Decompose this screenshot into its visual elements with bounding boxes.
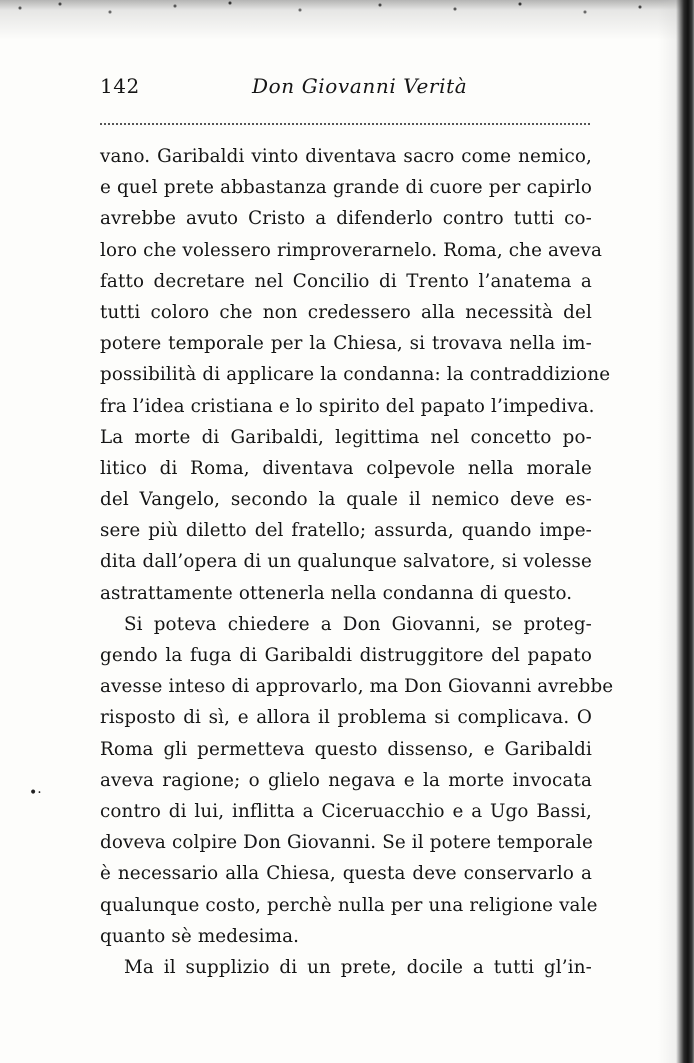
text-line: Ma il supplizio di un prete, docile a tutti gl’in- <box>124 956 592 978</box>
text-line: loro che volessero rimproverarnelo. Roma, che aveva <box>100 239 603 261</box>
header-rule <box>100 123 590 125</box>
text-line: vano. Garibaldi vinto diventava sacro come nemico, <box>100 146 592 167</box>
text-line: avrebbe avuto Cristo a difenderlo contro tutti co- <box>100 208 592 230</box>
text-line: fatto decretare nel Concilio di Trento l’anatema a <box>100 270 592 292</box>
running-header <box>100 70 592 106</box>
text-line: contro di lui, inflitta a Ciceruacchio e a Ugo Bassi, <box>100 800 592 822</box>
text-line: Si poteva chiedere a Don Giovanni, se proteg- <box>124 613 592 635</box>
text-line: doveva colpire Don Giovanni. Se il potere temporale <box>100 832 593 854</box>
text-line: potere temporale per la Chiesa, si trovava nella im- <box>100 333 592 355</box>
text-line: litico di Roma, diventava colpevole nella morale <box>100 457 592 479</box>
text-line: fra l’idea cristiana e lo spirito del papato l’impediva. <box>100 395 595 417</box>
text-line: tutti coloro che non credessero alla necessità del <box>100 301 592 323</box>
text-line: sere più diletto del fratello; assurda, quando impe- <box>100 520 592 542</box>
text-line: qualunque costo, perchè nulla per una religione vale <box>100 894 598 916</box>
running-title: Don Giovanni Verità <box>252 74 468 98</box>
page-number: 142 <box>100 74 140 98</box>
scan-noise-top <box>0 0 694 46</box>
text-line: Roma gli permetteva questo dissenso, e Garibaldi <box>100 738 592 760</box>
text-line: quanto sè medesima. <box>100 925 300 947</box>
margin-mark: •· <box>29 785 42 801</box>
text-line: possibilità di applicare la condanna: la contraddizione <box>100 364 611 386</box>
text-line: La morte di Garibaldi, legittima nel concetto po- <box>100 426 592 448</box>
body-text <box>100 141 614 983</box>
text-line: aveva ragione; o glielo negava e la morte invocata <box>100 769 592 791</box>
text-line: gendo la fuga di Garibaldi distruggitore del papato <box>100 645 592 666</box>
text-line: del Vangelo, secondo la quale il nemico deve es- <box>100 489 592 511</box>
text-line: risposto di sì, e allora il problema si complicava. O <box>100 707 592 729</box>
page-edge-shadow <box>658 0 694 1063</box>
text-line: avesse inteso di approvarlo, ma Don Giovanni avrebbe <box>100 676 614 698</box>
text-line: è necessario alla Chiesa, questa deve conservarlo a <box>100 863 592 885</box>
text-line: astrattamente ottenerla nella condanna di questo. <box>100 582 573 604</box>
text-line: e quel prete abbastanza grande di cuore per capirlo <box>100 177 592 199</box>
text-line: dita dall’opera di un qualunque salvatore, si volesse <box>100 551 592 573</box>
